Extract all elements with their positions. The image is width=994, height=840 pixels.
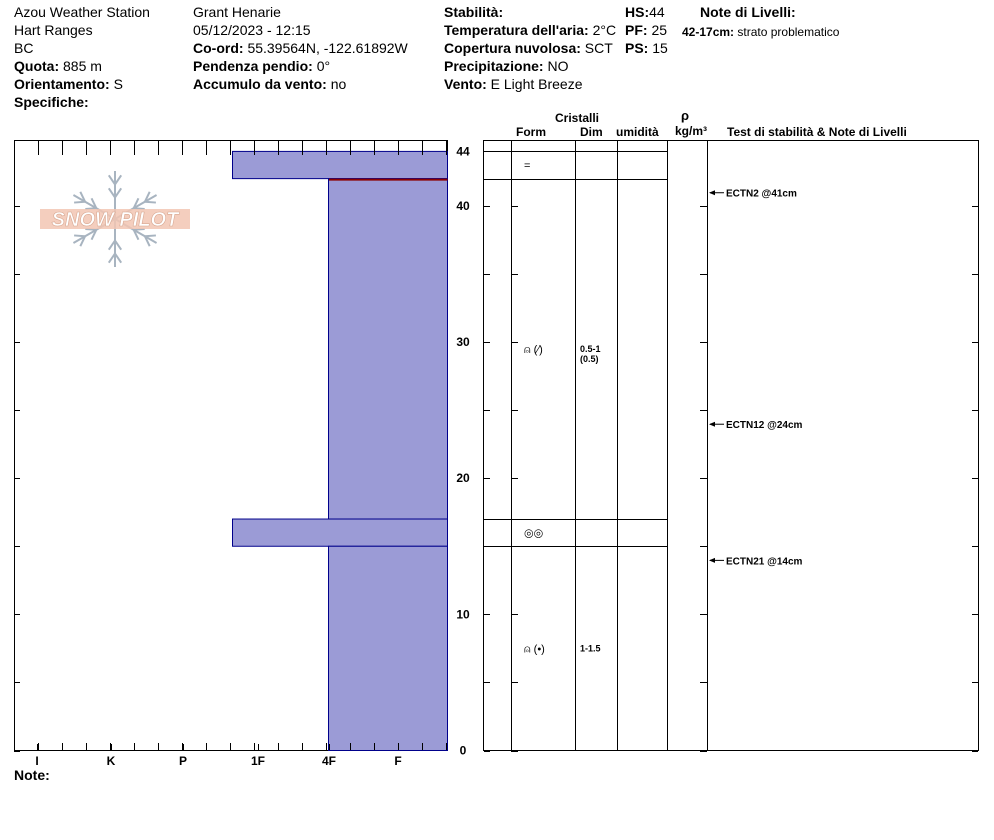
flake-branch: [74, 202, 85, 203]
datetime: 05/12/2023 - 12:15: [193, 22, 311, 38]
height-label-20: 20: [456, 471, 470, 486]
air-temp-value: 2°C: [592, 22, 617, 38]
crystal-form-4: ⍝ (•): [524, 643, 545, 656]
hardness-label-F: F: [394, 754, 402, 768]
precip-value: NO: [547, 58, 569, 74]
header-form: Form: [516, 125, 546, 139]
crystal-size-2: 0.5-1: [580, 343, 601, 354]
wind-label: Vento:: [444, 76, 487, 92]
layer-note-range: 42-17cm:: [682, 25, 735, 39]
hs-label: HS:: [625, 4, 650, 20]
height-label-10: 10: [456, 607, 470, 622]
flake-branch: [74, 235, 85, 236]
hardness-label-4F: 4F: [321, 754, 337, 768]
cloud-label: Copertura nuvolosa:: [444, 40, 581, 56]
crystal-size-4: 1-1.5: [580, 643, 601, 654]
flake-branch: [145, 202, 156, 203]
header-rho: ρ: [681, 108, 690, 123]
observer: Grant Henarie: [193, 4, 281, 20]
test-arrow-head-3: [709, 558, 715, 563]
layer-notes-title: Note di Livelli:: [700, 4, 796, 20]
aspect-value: S: [113, 76, 123, 92]
ps-value: 15: [652, 40, 668, 56]
test-arrow-head-2: [709, 422, 715, 427]
header-crystals: Cristalli: [555, 111, 600, 125]
header-density-unit: kg/m³: [675, 124, 708, 138]
layer-table-frame: [484, 141, 979, 751]
layer-note-text: strato problematico: [737, 25, 840, 39]
crystal-form-3: ◎◎: [524, 527, 544, 540]
test-arrow-head-1: [709, 190, 715, 195]
height-label-44: 44: [456, 144, 470, 159]
crystal-form-1: =: [524, 160, 531, 173]
crystal-size-alt-2: (0.5): [580, 353, 599, 364]
air-temp-label: Temperatura dell'aria:: [444, 22, 589, 38]
flake-branch: [145, 235, 156, 236]
header-moisture: umidità: [616, 125, 659, 139]
hardness-label-K: K: [106, 754, 116, 768]
notes-label: Note:: [14, 767, 50, 783]
test-label-2: ECTN12 @24cm: [726, 420, 803, 432]
layer-bar-1: [233, 151, 448, 178]
hs-value: 44: [649, 4, 665, 20]
range-name: Hart Ranges: [14, 22, 93, 38]
snowpilot-logo: [40, 171, 190, 267]
layer-bar-4: [329, 546, 448, 750]
aspect-label: Orientamento:: [14, 76, 110, 92]
station-name: Azou Weather Station: [14, 4, 150, 20]
height-label-40: 40: [456, 198, 470, 213]
wind-loading-label: Accumulo da vento:: [193, 76, 327, 92]
stability-label: Stabilità:: [444, 4, 504, 20]
elevation-value: 885 m: [63, 58, 102, 74]
header-tests: Test di stabilità & Note di Livelli: [727, 125, 907, 139]
cloud-value: SCT: [584, 40, 613, 56]
header-size: Dim: [580, 125, 603, 139]
precip-label: Precipitazione:: [444, 58, 544, 74]
ps-label: PS:: [625, 40, 649, 56]
slope-label: Pendenza pendio:: [193, 58, 313, 74]
province: BC: [14, 40, 34, 56]
layer-bar-2: [329, 179, 448, 519]
hardness-label-P: P: [178, 754, 188, 768]
test-label-1: ECTN2 @41cm: [726, 188, 797, 200]
height-label-0: 0: [459, 743, 467, 758]
elevation-label: Quota:: [14, 58, 60, 74]
height-label-30: 30: [456, 335, 470, 350]
logo-text: SNOW PILOT: [51, 209, 179, 231]
coords-label: Co-ord:: [193, 40, 244, 56]
hardness-label-1F: 1F: [250, 754, 266, 768]
layer-bar-3: [233, 519, 448, 546]
wind-loading-value: no: [330, 76, 347, 92]
test-label-3: ECTN21 @14cm: [726, 556, 803, 568]
crystal-form-2: ⍝ (⁄): [524, 343, 543, 356]
pf-value: 25: [651, 22, 668, 38]
pf-label: PF:: [625, 22, 648, 38]
slope-value: 0°: [316, 58, 331, 74]
coords-value: 55.39564N, -122.61892W: [247, 40, 408, 56]
hardness-label-I: I: [35, 754, 39, 768]
wind-value: E Light Breeze: [490, 76, 583, 92]
specifics-label: Specifiche:: [14, 94, 89, 110]
